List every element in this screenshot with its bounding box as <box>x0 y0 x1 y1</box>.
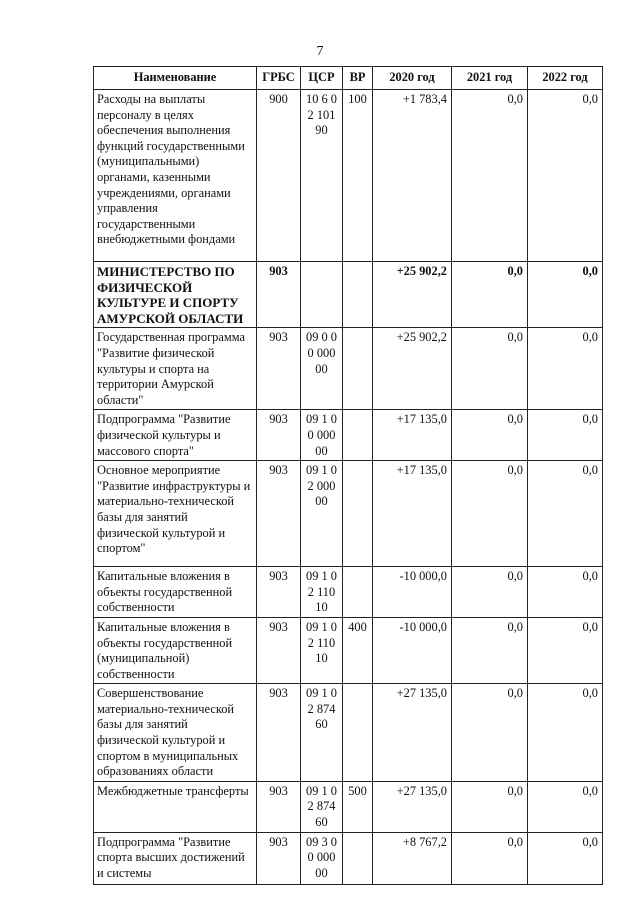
header-2020: 2020 год <box>373 67 452 90</box>
table-row <box>94 684 603 782</box>
cell-2020: -10 000,0 <box>373 617 452 683</box>
cell-vr <box>343 832 373 884</box>
cell-2021: 0,0 <box>452 781 528 832</box>
cell-name: Капитальные вложения в объекты государственной собственности <box>94 567 257 618</box>
cell-vr <box>343 684 373 782</box>
cell-2020: +1 783,4 <box>373 90 452 262</box>
cell-csr <box>301 262 343 328</box>
cell-csr: 09 1 02 00000 <box>301 461 343 567</box>
cell-2020: +17 135,0 <box>373 461 452 567</box>
table-row <box>94 90 603 262</box>
cell-2021: 0,0 <box>452 684 528 782</box>
cell-2022: 0,0 <box>528 617 603 683</box>
cell-name: Основное мероприятие "Развитие инфраструктуры и материально-технической базы для занятий физической культурой и спортом" <box>94 461 257 567</box>
table-row <box>94 262 603 328</box>
table-row <box>94 328 603 410</box>
cell-2022: 0,0 <box>528 262 603 328</box>
cell-2020: +17 135,0 <box>373 410 452 461</box>
cell-csr: 09 1 00 00000 <box>301 410 343 461</box>
cell-vr <box>343 328 373 410</box>
table-row <box>94 781 603 832</box>
cell-csr: 09 3 00 00000 <box>301 832 343 884</box>
cell-2022: 0,0 <box>528 410 603 461</box>
cell-2021: 0,0 <box>452 328 528 410</box>
cell-2022: 0,0 <box>528 328 603 410</box>
cell-2022: 0,0 <box>528 781 603 832</box>
cell-vr <box>343 262 373 328</box>
table-row <box>94 832 603 884</box>
cell-grbs: 903 <box>257 262 301 328</box>
cell-2021: 0,0 <box>452 567 528 618</box>
table-row <box>94 617 603 683</box>
cell-grbs: 903 <box>257 684 301 782</box>
cell-name: Государственная программа "Развитие физической культуры и спорта на территории Амурской области" <box>94 328 257 410</box>
cell-vr: 400 <box>343 617 373 683</box>
cell-2022: 0,0 <box>528 684 603 782</box>
cell-2021: 0,0 <box>452 461 528 567</box>
cell-2020: +25 902,2 <box>373 262 452 328</box>
cell-vr: 500 <box>343 781 373 832</box>
cell-csr: 09 1 02 87460 <box>301 781 343 832</box>
cell-2020: +27 135,0 <box>373 781 452 832</box>
cell-name: Подпрограмма "Развитие спорта высших достижений и системы <box>94 832 257 884</box>
cell-grbs: 900 <box>257 90 301 262</box>
cell-2021: 0,0 <box>452 410 528 461</box>
cell-2021: 0,0 <box>452 617 528 683</box>
header-csr: ЦСР <box>301 67 343 90</box>
cell-2022: 0,0 <box>528 90 603 262</box>
cell-name: Межбюджетные трансферты <box>94 781 257 832</box>
cell-csr: 09 1 02 87460 <box>301 684 343 782</box>
cell-2020: +25 902,2 <box>373 328 452 410</box>
cell-2020: -10 000,0 <box>373 567 452 618</box>
cell-grbs: 903 <box>257 328 301 410</box>
cell-vr <box>343 567 373 618</box>
table-header-row <box>94 67 603 90</box>
cell-vr: 100 <box>343 90 373 262</box>
cell-name: Совершенствование материально-технической базы для занятий физической культурой и спортом в муниципальных образованиях области <box>94 684 257 782</box>
budget-table <box>93 66 603 885</box>
cell-grbs: 903 <box>257 617 301 683</box>
table-row <box>94 461 603 567</box>
cell-name: Расходы на выплаты персоналу в целях обеспечения выполнения функций государственными (муниципальными) органами, казенными учреждениями, органами управления государственными внебюджетными фондами <box>94 90 257 262</box>
cell-grbs: 903 <box>257 410 301 461</box>
cell-name: Подпрограмма "Развитие физической культуры и массового спорта" <box>94 410 257 461</box>
cell-2021: 0,0 <box>452 832 528 884</box>
cell-grbs: 903 <box>257 832 301 884</box>
table-row <box>94 410 603 461</box>
header-name: Наименование <box>94 67 257 90</box>
cell-2022: 0,0 <box>528 832 603 884</box>
cell-csr: 09 0 00 00000 <box>301 328 343 410</box>
header-vr: ВР <box>343 67 373 90</box>
table-row <box>94 567 603 618</box>
header-2022: 2022 год <box>528 67 603 90</box>
cell-2020: +8 767,2 <box>373 832 452 884</box>
cell-grbs: 903 <box>257 567 301 618</box>
cell-grbs: 903 <box>257 781 301 832</box>
cell-csr: 09 1 02 11010 <box>301 617 343 683</box>
cell-2022: 0,0 <box>528 461 603 567</box>
cell-2022: 0,0 <box>528 567 603 618</box>
cell-csr: 10 6 02 10190 <box>301 90 343 262</box>
header-grbs: ГРБС <box>257 67 301 90</box>
cell-grbs: 903 <box>257 461 301 567</box>
page-number: 7 <box>316 44 324 59</box>
cell-2020: +27 135,0 <box>373 684 452 782</box>
cell-vr <box>343 410 373 461</box>
cell-name: МИНИСТЕРСТВО ПО ФИЗИЧЕСКОЙ КУЛЬТУРЕ И СПОРТУ АМУРСКОЙ ОБЛАСТИ <box>94 262 257 328</box>
cell-2021: 0,0 <box>452 262 528 328</box>
header-2021: 2021 год <box>452 67 528 90</box>
cell-2021: 0,0 <box>452 90 528 262</box>
cell-vr <box>343 461 373 567</box>
cell-csr: 09 1 02 11010 <box>301 567 343 618</box>
cell-name: Капитальные вложения в объекты государственной (муниципальной) собственности <box>94 617 257 683</box>
